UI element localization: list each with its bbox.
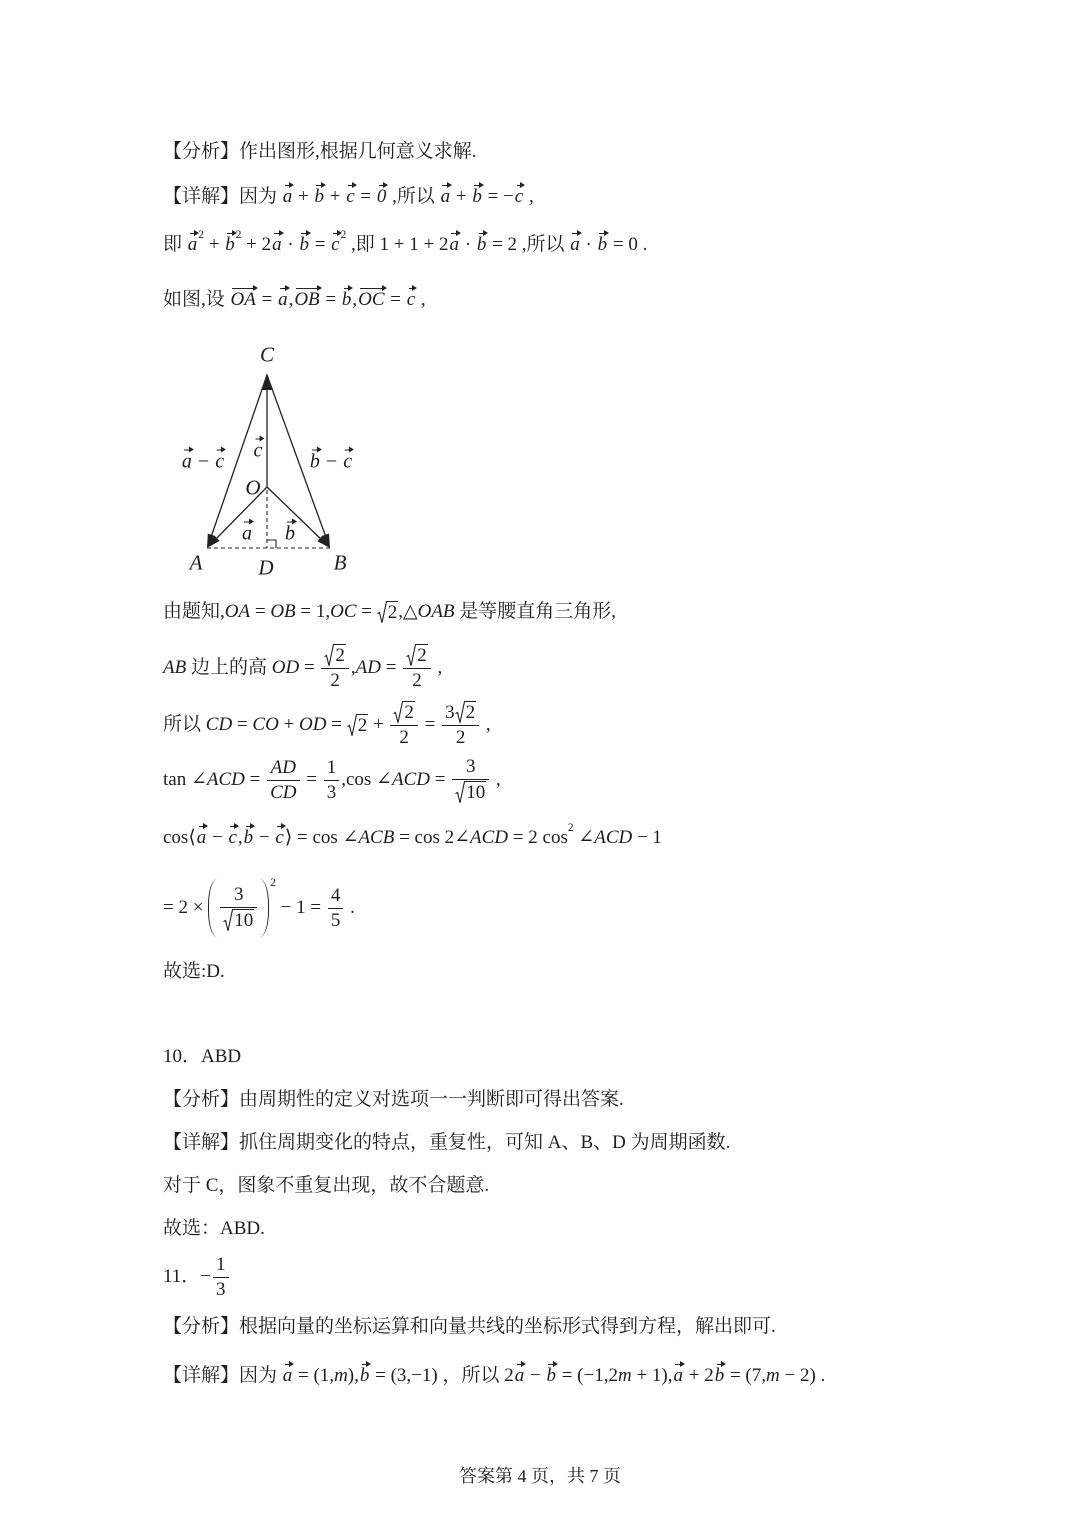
text-run: = bbox=[309, 234, 331, 256]
text-run: = 0 . bbox=[608, 234, 648, 256]
text-run: − 2) . bbox=[779, 1365, 826, 1387]
vector-symbol: b bbox=[714, 1365, 725, 1387]
vector-symbol: b bbox=[225, 234, 235, 256]
fraction-numerator bbox=[452, 756, 489, 780]
text-run: + bbox=[368, 714, 389, 736]
fraction-denominator bbox=[321, 669, 349, 692]
text-run: ,△ bbox=[398, 601, 418, 623]
fraction bbox=[321, 644, 349, 692]
text-run: ,即 1 + 1 + 2 bbox=[346, 234, 449, 256]
vector-symbol: a bbox=[570, 234, 580, 256]
label-a-minus-c bbox=[181, 451, 225, 474]
text-run: = bbox=[301, 769, 322, 791]
vector-symbol: a bbox=[272, 234, 282, 256]
fraction-numerator bbox=[390, 701, 418, 726]
text-run: 4 bbox=[330, 884, 341, 906]
solution-line-3 bbox=[163, 270, 426, 330]
radicand: 2 bbox=[357, 714, 368, 736]
fraction-denominator bbox=[390, 726, 418, 749]
vector-symbol: b bbox=[476, 234, 487, 256]
fraction-denominator bbox=[267, 781, 299, 804]
text-run: − bbox=[525, 1365, 546, 1387]
math-variable: ACB bbox=[358, 827, 395, 849]
vector-symbol: a bbox=[282, 1365, 293, 1387]
text-run: 由题知, bbox=[163, 601, 225, 623]
text-run: , bbox=[352, 289, 358, 311]
vector-symbol: b bbox=[314, 186, 324, 208]
text-run: 【详解】抓住周期变化的特点，重复性，可知 A、B、D 为周期函数. bbox=[163, 1132, 731, 1154]
text-run: 对于 C，图象不重复出现，故不合题意. bbox=[163, 1175, 490, 1197]
fraction bbox=[328, 885, 344, 932]
vector-triangle-diagram bbox=[160, 340, 380, 585]
text-run: 即 bbox=[163, 234, 187, 256]
text-run: 1 bbox=[326, 756, 337, 778]
text-run: 【详解】因为 bbox=[163, 1365, 282, 1387]
text-run: = bbox=[250, 601, 271, 623]
text-run: 1 bbox=[216, 1253, 226, 1275]
text-run: tan ∠ bbox=[163, 769, 207, 791]
page-footer: 答案第 4 页，共 7 页 bbox=[459, 1466, 621, 1486]
text-run: + bbox=[203, 234, 225, 256]
vector-symbol: c bbox=[514, 186, 524, 208]
math-variable: OD bbox=[299, 714, 327, 736]
text-run: = bbox=[356, 601, 377, 623]
solution-line-6 bbox=[163, 695, 491, 755]
text-run: , bbox=[491, 769, 501, 791]
vector-symbol: a bbox=[440, 186, 451, 208]
vector-symbol: b bbox=[341, 289, 352, 311]
text-run: 3 bbox=[216, 1278, 226, 1300]
text-run: + bbox=[451, 186, 472, 208]
solution-line-7 bbox=[163, 750, 501, 810]
vector-symbol: b bbox=[359, 1365, 370, 1387]
text-run: 是等腰直角三角形, bbox=[454, 601, 617, 623]
text-run: + bbox=[293, 186, 314, 208]
text-run: − bbox=[320, 450, 343, 473]
text-run: 如图,设 bbox=[163, 289, 230, 311]
answer-choice-q9 bbox=[163, 942, 225, 1002]
square-root bbox=[377, 601, 399, 624]
square-root bbox=[347, 714, 369, 737]
vector-symbol: b bbox=[285, 522, 295, 545]
text-run: . bbox=[345, 897, 355, 919]
vector-symbol: a bbox=[673, 1365, 683, 1387]
text-run: cos⟨ bbox=[163, 827, 196, 849]
fraction-numerator bbox=[328, 885, 344, 909]
fraction-denominator bbox=[442, 726, 479, 749]
solution-line-8 bbox=[163, 808, 662, 868]
superscript: 2 bbox=[235, 229, 242, 242]
vector-symbol: OA bbox=[230, 289, 256, 311]
radicand: 10 bbox=[466, 781, 486, 803]
vector-symbol: b bbox=[472, 186, 482, 208]
text-run: 2 bbox=[412, 670, 422, 692]
text-run: 所以 bbox=[163, 714, 206, 736]
text-run: 2 bbox=[399, 727, 409, 749]
vector-symbol: b bbox=[243, 827, 254, 849]
label-c bbox=[253, 440, 264, 463]
fraction-denominator bbox=[452, 780, 489, 804]
fraction-denominator bbox=[403, 669, 431, 692]
text-run: = bbox=[380, 657, 402, 679]
square-root bbox=[324, 644, 346, 667]
math-variable: m bbox=[617, 1365, 632, 1387]
text-run: − bbox=[207, 827, 228, 849]
radical-sign-icon bbox=[406, 644, 416, 667]
text-run: 3 bbox=[233, 884, 244, 906]
fraction-numerator bbox=[213, 1254, 229, 1278]
fraction bbox=[403, 644, 431, 692]
vector-symbol: 0 bbox=[376, 186, 387, 208]
text-run: = bbox=[355, 186, 376, 208]
square-root bbox=[223, 909, 254, 932]
text-run: 故选:D. bbox=[163, 961, 225, 983]
vector-ob-line bbox=[267, 487, 325, 543]
text-run: ∠ bbox=[573, 827, 595, 849]
text-run: , bbox=[481, 714, 491, 736]
label-b-minus-c bbox=[309, 451, 353, 474]
text-run: 【分析】由周期性的定义对选项一一判断即可得出答案. bbox=[163, 1089, 624, 1111]
fraction-numerator bbox=[442, 701, 479, 726]
text-run: = (−1,2 bbox=[556, 1365, 618, 1387]
fraction-numerator bbox=[324, 757, 340, 781]
label-a bbox=[241, 523, 253, 546]
text-run: 5 bbox=[330, 909, 341, 931]
superscript: 2 bbox=[270, 877, 276, 890]
fraction-denominator bbox=[324, 781, 340, 804]
point-label-b: B bbox=[333, 550, 347, 575]
text-run: 11．− bbox=[163, 1266, 212, 1288]
text-run: , bbox=[288, 289, 294, 311]
math-variable: OA bbox=[224, 601, 251, 623]
math-variable: ACD bbox=[206, 769, 245, 791]
point-label-o: O bbox=[245, 475, 261, 500]
text-run: · bbox=[459, 234, 476, 256]
text-run: − bbox=[192, 450, 215, 473]
text-run: + bbox=[324, 186, 346, 208]
text-run: 【分析】根据向量的坐标运算和向量共线的坐标形式得到方程，解出即可. bbox=[163, 1316, 776, 1338]
text-run: 10．ABD bbox=[163, 1046, 242, 1068]
radical-sign-icon bbox=[347, 714, 357, 737]
math-variable: AD bbox=[355, 657, 381, 679]
math-variable: OAB bbox=[417, 601, 455, 623]
superscript: 2 bbox=[198, 229, 204, 242]
text-run: + 1), bbox=[631, 1365, 673, 1387]
vector-symbol: c bbox=[406, 289, 416, 311]
text-run: = 1, bbox=[295, 601, 331, 623]
vector-symbol: a bbox=[278, 289, 288, 311]
text-run: = bbox=[244, 769, 266, 791]
text-run: 3 bbox=[465, 756, 476, 778]
text-run: − 1 = bbox=[275, 897, 326, 919]
fraction-denominator bbox=[328, 909, 344, 932]
arrowhead-c bbox=[262, 373, 272, 390]
vector-symbol: a bbox=[449, 234, 459, 256]
math-variable: CO bbox=[252, 714, 279, 736]
text-run: = bbox=[429, 769, 451, 791]
text-run: 3 bbox=[445, 701, 455, 723]
vector-symbol: c bbox=[253, 439, 263, 462]
vector-symbol: c bbox=[228, 827, 237, 849]
label-b bbox=[284, 523, 296, 546]
vector-symbol: a bbox=[242, 522, 252, 545]
text-run: + 2 bbox=[683, 1365, 714, 1387]
square-root bbox=[393, 701, 415, 724]
math-variable: OB bbox=[270, 601, 296, 623]
text-run: = − bbox=[482, 186, 514, 208]
square-root bbox=[455, 781, 486, 804]
text-run: − bbox=[254, 827, 275, 849]
text-run: 【详解】因为 bbox=[163, 186, 282, 208]
vector-symbol: c bbox=[215, 450, 225, 473]
text-run: 3 bbox=[326, 781, 337, 803]
fraction bbox=[220, 884, 257, 932]
vector-symbol: a bbox=[282, 186, 293, 208]
text-run: = 2 cos bbox=[508, 827, 568, 849]
vector-symbol: b bbox=[299, 234, 309, 256]
square-root bbox=[455, 701, 477, 724]
text-run: ,cos ∠ bbox=[341, 769, 392, 791]
solution-line-2 bbox=[163, 215, 647, 275]
vector-symbol: a bbox=[181, 450, 192, 473]
math-variable: ACD bbox=[391, 769, 430, 791]
radical-sign-icon bbox=[377, 601, 387, 624]
math-variable: m bbox=[766, 1365, 780, 1387]
radicand: 2 bbox=[387, 601, 398, 623]
text-run: = bbox=[419, 714, 441, 736]
vector-symbol: b bbox=[597, 234, 608, 256]
vector-symbol: b bbox=[546, 1365, 556, 1387]
fraction-numerator bbox=[403, 644, 431, 669]
text-run: ), bbox=[347, 1365, 359, 1387]
solution-line-9 bbox=[163, 878, 355, 938]
vector-symbol: c bbox=[275, 827, 284, 849]
superscript: 2 bbox=[567, 822, 574, 835]
radical-sign-icon bbox=[393, 701, 403, 724]
text-run: + 2 bbox=[241, 234, 272, 256]
math-variable: ACD bbox=[470, 827, 509, 849]
text-run: − 1 bbox=[632, 827, 662, 849]
fraction-denominator bbox=[220, 908, 257, 932]
text-run: ⟩ = cos ∠ bbox=[284, 827, 359, 849]
radical-sign-icon bbox=[324, 644, 334, 667]
text-run: 边上的高 bbox=[186, 657, 272, 679]
solution-line-5 bbox=[163, 638, 442, 698]
solution-line-4 bbox=[163, 582, 616, 642]
radical-sign-icon bbox=[223, 909, 233, 932]
radicand: 10 bbox=[234, 909, 254, 931]
parenthesized-group bbox=[208, 879, 269, 937]
text-run: 【分析】作出图形,根据几何意义求解. bbox=[163, 141, 477, 163]
radical-sign-icon bbox=[455, 781, 465, 804]
math-variable: OD bbox=[271, 657, 300, 679]
text-run: = 2 × bbox=[163, 897, 209, 919]
point-label-d: D bbox=[258, 555, 274, 580]
point-label-a: A bbox=[189, 550, 203, 575]
math-variable: CD bbox=[270, 781, 297, 803]
text-run: = (7, bbox=[725, 1365, 766, 1387]
text-run: 2 bbox=[455, 727, 466, 749]
radicand: 2 bbox=[465, 702, 476, 724]
text-run: , bbox=[416, 289, 426, 311]
text-run: + bbox=[278, 714, 300, 736]
fraction bbox=[267, 757, 299, 804]
text-run: = bbox=[256, 289, 278, 311]
math-variable: AD bbox=[270, 756, 296, 778]
text-run: 故选：ABD. bbox=[163, 1218, 265, 1240]
fraction-numerator bbox=[220, 884, 257, 908]
superscript: 2 bbox=[340, 229, 347, 242]
vector-symbol: b bbox=[309, 450, 320, 473]
vector-symbol: c bbox=[346, 186, 355, 208]
text-run: , bbox=[237, 827, 243, 849]
text-run: = bbox=[320, 289, 341, 311]
text-run: = bbox=[232, 714, 253, 736]
vector-symbol: a bbox=[514, 1365, 525, 1387]
radicand: 2 bbox=[417, 645, 427, 667]
text-run: · bbox=[580, 234, 597, 256]
text-run: , bbox=[524, 186, 534, 208]
text-run: = bbox=[326, 714, 347, 736]
math-variable: ACD bbox=[594, 827, 633, 849]
math-variable: OC bbox=[330, 601, 357, 623]
radicand: 2 bbox=[335, 645, 345, 667]
vector-symbol: OB bbox=[294, 289, 320, 311]
point-label-c: C bbox=[259, 342, 275, 367]
fraction-numerator bbox=[267, 757, 299, 781]
text-run: , bbox=[432, 657, 443, 679]
text-run: = bbox=[299, 657, 320, 679]
right-angle-mark bbox=[267, 540, 276, 548]
math-variable: m bbox=[334, 1365, 348, 1387]
vector-symbol: c bbox=[343, 450, 353, 473]
radicand: 2 bbox=[404, 702, 414, 724]
text-run: = cos 2∠ bbox=[394, 827, 471, 849]
text-run: ,所以 bbox=[387, 186, 440, 208]
fraction bbox=[324, 757, 340, 804]
fraction-numerator bbox=[321, 644, 349, 669]
text-run: 2 bbox=[330, 670, 340, 692]
text-run: = (1, bbox=[293, 1365, 335, 1387]
vector-symbol: OC bbox=[358, 289, 385, 311]
square-root bbox=[406, 644, 428, 667]
vector-symbol: c bbox=[331, 234, 340, 256]
vector-symbol: a bbox=[187, 234, 198, 256]
fraction bbox=[390, 701, 418, 749]
text-run: = bbox=[385, 289, 406, 311]
vector-symbol: a bbox=[196, 827, 207, 849]
fraction bbox=[452, 756, 489, 804]
text-run: = (3,−1) ，所以 2 bbox=[370, 1365, 514, 1387]
fraction bbox=[213, 1254, 229, 1301]
solution-q11-line-1 bbox=[163, 1346, 825, 1406]
math-variable: AB bbox=[163, 657, 187, 679]
fraction bbox=[442, 701, 479, 749]
text-run: = 2 ,所以 bbox=[487, 234, 570, 256]
radical-sign-icon bbox=[455, 701, 465, 724]
math-variable: CD bbox=[205, 714, 233, 736]
text-run: , bbox=[350, 657, 356, 679]
text-run: · bbox=[282, 234, 299, 256]
